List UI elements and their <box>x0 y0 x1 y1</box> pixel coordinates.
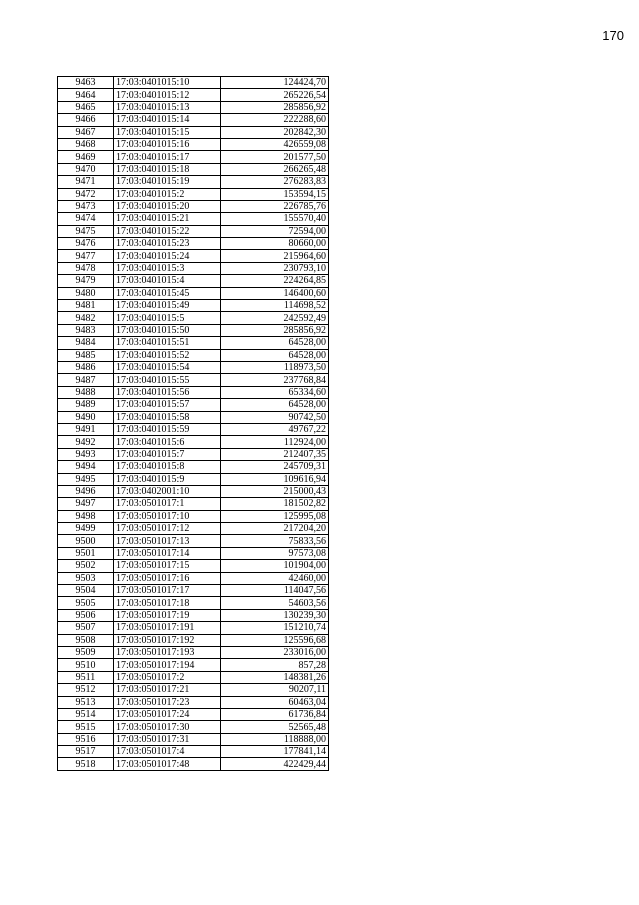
cadastral-number-cell: 17:03:0501017:194 <box>114 659 221 671</box>
table-row <box>58 659 329 671</box>
table-row <box>58 238 329 250</box>
row-number-cell: 9502 <box>58 560 114 572</box>
cadastral-number-cell: 17:03:0401015:51 <box>114 337 221 349</box>
cadastral-number-cell: 17:03:0501017:31 <box>114 733 221 745</box>
value-cell: 64528,00 <box>221 349 329 361</box>
value-cell: 426559,08 <box>221 138 329 150</box>
table-row <box>58 547 329 559</box>
table-row <box>58 622 329 634</box>
table-row <box>58 671 329 683</box>
cadastral-number-cell: 17:03:0401015:52 <box>114 349 221 361</box>
cadastral-number-cell: 17:03:0401015:45 <box>114 287 221 299</box>
table-row <box>58 597 329 609</box>
value-cell: 422429,44 <box>221 758 329 770</box>
row-number-cell: 9481 <box>58 300 114 312</box>
value-cell: 245709,31 <box>221 461 329 473</box>
row-number-cell: 9488 <box>58 386 114 398</box>
cadastral-number-cell: 17:03:0401015:23 <box>114 238 221 250</box>
cadastral-number-cell: 17:03:0501017:12 <box>114 523 221 535</box>
table-row <box>58 386 329 398</box>
cadastral-number-cell: 17:03:0401015:12 <box>114 89 221 101</box>
row-number-cell: 9480 <box>58 287 114 299</box>
table-row <box>58 300 329 312</box>
row-number-cell: 9487 <box>58 374 114 386</box>
cadastral-number-cell: 17:03:0501017:14 <box>114 547 221 559</box>
cadastral-number-cell: 17:03:0401015:5 <box>114 312 221 324</box>
value-cell: 226785,76 <box>221 200 329 212</box>
table-row <box>58 361 329 373</box>
cadastral-number-cell: 17:03:0501017:23 <box>114 696 221 708</box>
cadastral-number-cell: 17:03:0401015:17 <box>114 151 221 163</box>
value-cell: 146400,60 <box>221 287 329 299</box>
row-number-cell: 9491 <box>58 423 114 435</box>
row-number-cell: 9509 <box>58 646 114 658</box>
row-number-cell: 9510 <box>58 659 114 671</box>
value-cell: 215964,60 <box>221 250 329 262</box>
table-row <box>58 225 329 237</box>
table-row <box>58 634 329 646</box>
value-cell: 237768,84 <box>221 374 329 386</box>
cadastral-number-cell: 17:03:0401015:3 <box>114 262 221 274</box>
cadastral-number-cell: 17:03:0402001:10 <box>114 485 221 497</box>
cadastral-number-cell: 17:03:0401015:15 <box>114 126 221 138</box>
table-row <box>58 138 329 150</box>
table-row <box>58 523 329 535</box>
row-number-cell: 9493 <box>58 448 114 460</box>
value-cell: 118973,50 <box>221 361 329 373</box>
value-cell: 61736,84 <box>221 708 329 720</box>
table-row <box>58 473 329 485</box>
table-row <box>58 436 329 448</box>
cadastral-number-cell: 17:03:0401015:57 <box>114 399 221 411</box>
table-row <box>58 746 329 758</box>
table-row <box>58 77 329 89</box>
row-number-cell: 9495 <box>58 473 114 485</box>
cadastral-number-cell: 17:03:0501017:1 <box>114 498 221 510</box>
cadastral-number-cell: 17:03:0501017:17 <box>114 585 221 597</box>
table-row <box>58 287 329 299</box>
value-cell: 125596,68 <box>221 634 329 646</box>
row-number-cell: 9514 <box>58 708 114 720</box>
row-number-cell: 9496 <box>58 485 114 497</box>
table-row <box>58 337 329 349</box>
row-number-cell: 9483 <box>58 324 114 336</box>
table-body <box>58 77 329 771</box>
cadastral-number-cell: 17:03:0401015:16 <box>114 138 221 150</box>
value-cell: 97573,08 <box>221 547 329 559</box>
table-row <box>58 572 329 584</box>
table-row <box>58 696 329 708</box>
row-number-cell: 9475 <box>58 225 114 237</box>
value-cell: 265226,54 <box>221 89 329 101</box>
table-row <box>58 312 329 324</box>
cadastral-number-cell: 17:03:0401015:8 <box>114 461 221 473</box>
value-cell: 42460,00 <box>221 572 329 584</box>
row-number-cell: 9504 <box>58 585 114 597</box>
row-number-cell: 9507 <box>58 622 114 634</box>
value-cell: 130239,30 <box>221 609 329 621</box>
cadastral-number-cell: 17:03:0501017:21 <box>114 684 221 696</box>
row-number-cell: 9477 <box>58 250 114 262</box>
row-number-cell: 9513 <box>58 696 114 708</box>
value-cell: 212407,35 <box>221 448 329 460</box>
cadastral-number-cell: 17:03:0401015:4 <box>114 275 221 287</box>
table-row <box>58 324 329 336</box>
value-cell: 857,28 <box>221 659 329 671</box>
table-row <box>58 250 329 262</box>
cadastral-number-cell: 17:03:0401015:19 <box>114 176 221 188</box>
value-cell: 118888,00 <box>221 733 329 745</box>
row-number-cell: 9518 <box>58 758 114 770</box>
row-number-cell: 9469 <box>58 151 114 163</box>
table-row <box>58 733 329 745</box>
table-row <box>58 461 329 473</box>
value-cell: 215000,43 <box>221 485 329 497</box>
row-number-cell: 9486 <box>58 361 114 373</box>
row-number-cell: 9474 <box>58 213 114 225</box>
cadastral-number-cell: 17:03:0401015:7 <box>114 448 221 460</box>
cadastral-number-cell: 17:03:0401015:18 <box>114 163 221 175</box>
cadastral-number-cell: 17:03:0401015:50 <box>114 324 221 336</box>
cadastral-number-cell: 17:03:0501017:192 <box>114 634 221 646</box>
table-row <box>58 275 329 287</box>
table-row <box>58 126 329 138</box>
cadastral-number-cell: 17:03:0501017:13 <box>114 535 221 547</box>
table-row <box>58 708 329 720</box>
row-number-cell: 9465 <box>58 101 114 113</box>
row-number-cell: 9470 <box>58 163 114 175</box>
cadastral-number-cell: 17:03:0501017:16 <box>114 572 221 584</box>
row-number-cell: 9497 <box>58 498 114 510</box>
value-cell: 201577,50 <box>221 151 329 163</box>
cadastral-number-cell: 17:03:0501017:2 <box>114 671 221 683</box>
table-row <box>58 535 329 547</box>
value-cell: 181502,82 <box>221 498 329 510</box>
table-row <box>58 510 329 522</box>
cadastral-number-cell: 17:03:0401015:56 <box>114 386 221 398</box>
table-row <box>58 585 329 597</box>
value-cell: 101904,00 <box>221 560 329 572</box>
row-number-cell: 9499 <box>58 523 114 535</box>
table-row <box>58 411 329 423</box>
value-cell: 177841,14 <box>221 746 329 758</box>
row-number-cell: 9472 <box>58 188 114 200</box>
table-row <box>58 423 329 435</box>
row-number-cell: 9506 <box>58 609 114 621</box>
row-number-cell: 9479 <box>58 275 114 287</box>
cadastral-number-cell: 17:03:0501017:24 <box>114 708 221 720</box>
row-number-cell: 9512 <box>58 684 114 696</box>
page-number: 170 <box>602 28 624 43</box>
value-cell: 148381,26 <box>221 671 329 683</box>
value-cell: 112924,00 <box>221 436 329 448</box>
value-cell: 114698,52 <box>221 300 329 312</box>
value-cell: 54603,56 <box>221 597 329 609</box>
table-row <box>58 114 329 126</box>
row-number-cell: 9501 <box>58 547 114 559</box>
table-row <box>58 646 329 658</box>
value-cell: 266265,48 <box>221 163 329 175</box>
cadastral-number-cell: 17:03:0401015:9 <box>114 473 221 485</box>
cadastral-number-cell: 17:03:0401015:14 <box>114 114 221 126</box>
cadastral-number-cell: 17:03:0401015:6 <box>114 436 221 448</box>
table-row <box>58 89 329 101</box>
table-row <box>58 684 329 696</box>
table-row <box>58 349 329 361</box>
table-row <box>58 721 329 733</box>
cadastral-number-cell: 17:03:0501017:15 <box>114 560 221 572</box>
value-cell: 80660,00 <box>221 238 329 250</box>
row-number-cell: 9463 <box>58 77 114 89</box>
table-row <box>58 609 329 621</box>
cadastral-number-cell: 17:03:0401015:10 <box>114 77 221 89</box>
table-row <box>58 213 329 225</box>
row-number-cell: 9490 <box>58 411 114 423</box>
row-number-cell: 9484 <box>58 337 114 349</box>
value-cell: 224264,85 <box>221 275 329 287</box>
value-cell: 52565,48 <box>221 721 329 733</box>
value-cell: 90207,11 <box>221 684 329 696</box>
data-table <box>57 76 329 771</box>
value-cell: 153594,15 <box>221 188 329 200</box>
value-cell: 49767,22 <box>221 423 329 435</box>
row-number-cell: 9503 <box>58 572 114 584</box>
cadastral-number-cell: 17:03:0501017:19 <box>114 609 221 621</box>
value-cell: 217204,20 <box>221 523 329 535</box>
cadastral-number-cell: 17:03:0401015:55 <box>114 374 221 386</box>
table-row <box>58 163 329 175</box>
value-cell: 233016,00 <box>221 646 329 658</box>
row-number-cell: 9485 <box>58 349 114 361</box>
table-row <box>58 374 329 386</box>
table-row <box>58 151 329 163</box>
value-cell: 151210,74 <box>221 622 329 634</box>
value-cell: 202842,30 <box>221 126 329 138</box>
value-cell: 64528,00 <box>221 337 329 349</box>
cadastral-number-cell: 17:03:0501017:193 <box>114 646 221 658</box>
value-cell: 72594,00 <box>221 225 329 237</box>
cadastral-number-cell: 17:03:0401015:58 <box>114 411 221 423</box>
row-number-cell: 9500 <box>58 535 114 547</box>
cadastral-number-cell: 17:03:0401015:13 <box>114 101 221 113</box>
cadastral-number-cell: 17:03:0401015:59 <box>114 423 221 435</box>
row-number-cell: 9466 <box>58 114 114 126</box>
table-row <box>58 448 329 460</box>
value-cell: 75833,56 <box>221 535 329 547</box>
cadastral-number-cell: 17:03:0501017:191 <box>114 622 221 634</box>
row-number-cell: 9471 <box>58 176 114 188</box>
value-cell: 276283,83 <box>221 176 329 188</box>
row-number-cell: 9511 <box>58 671 114 683</box>
value-cell: 109616,94 <box>221 473 329 485</box>
value-cell: 65334,60 <box>221 386 329 398</box>
value-cell: 114047,56 <box>221 585 329 597</box>
row-number-cell: 9473 <box>58 200 114 212</box>
row-number-cell: 9482 <box>58 312 114 324</box>
row-number-cell: 9492 <box>58 436 114 448</box>
cadastral-number-cell: 17:03:0501017:30 <box>114 721 221 733</box>
value-cell: 90742,50 <box>221 411 329 423</box>
value-cell: 64528,00 <box>221 399 329 411</box>
cadastral-number-cell: 17:03:0401015:24 <box>114 250 221 262</box>
row-number-cell: 9494 <box>58 461 114 473</box>
cadastral-number-cell: 17:03:0401015:49 <box>114 300 221 312</box>
row-number-cell: 9515 <box>58 721 114 733</box>
value-cell: 222288,60 <box>221 114 329 126</box>
cadastral-number-cell: 17:03:0501017:48 <box>114 758 221 770</box>
cadastral-number-cell: 17:03:0401015:2 <box>114 188 221 200</box>
value-cell: 124424,70 <box>221 77 329 89</box>
table-row <box>58 498 329 510</box>
table-row <box>58 399 329 411</box>
row-number-cell: 9505 <box>58 597 114 609</box>
value-cell: 285856,92 <box>221 101 329 113</box>
table-row <box>58 176 329 188</box>
value-cell: 60463,04 <box>221 696 329 708</box>
row-number-cell: 9467 <box>58 126 114 138</box>
cadastral-number-cell: 17:03:0401015:54 <box>114 361 221 373</box>
table-row <box>58 758 329 770</box>
table-row <box>58 200 329 212</box>
row-number-cell: 9498 <box>58 510 114 522</box>
row-number-cell: 9476 <box>58 238 114 250</box>
table-row <box>58 485 329 497</box>
row-number-cell: 9464 <box>58 89 114 101</box>
row-number-cell: 9478 <box>58 262 114 274</box>
row-number-cell: 9489 <box>58 399 114 411</box>
cadastral-number-cell: 17:03:0501017:10 <box>114 510 221 522</box>
cadastral-number-cell: 17:03:0501017:18 <box>114 597 221 609</box>
cadastral-number-cell: 17:03:0501017:4 <box>114 746 221 758</box>
table-row <box>58 560 329 572</box>
cadastral-number-cell: 17:03:0401015:21 <box>114 213 221 225</box>
row-number-cell: 9508 <box>58 634 114 646</box>
value-cell: 230793,10 <box>221 262 329 274</box>
row-number-cell: 9516 <box>58 733 114 745</box>
value-cell: 242592,49 <box>221 312 329 324</box>
cadastral-number-cell: 17:03:0401015:22 <box>114 225 221 237</box>
value-cell: 155570,40 <box>221 213 329 225</box>
row-number-cell: 9468 <box>58 138 114 150</box>
cadastral-number-cell: 17:03:0401015:20 <box>114 200 221 212</box>
value-cell: 125995,08 <box>221 510 329 522</box>
table-row <box>58 262 329 274</box>
table-row <box>58 188 329 200</box>
value-cell: 285856,92 <box>221 324 329 336</box>
table-row <box>58 101 329 113</box>
row-number-cell: 9517 <box>58 746 114 758</box>
